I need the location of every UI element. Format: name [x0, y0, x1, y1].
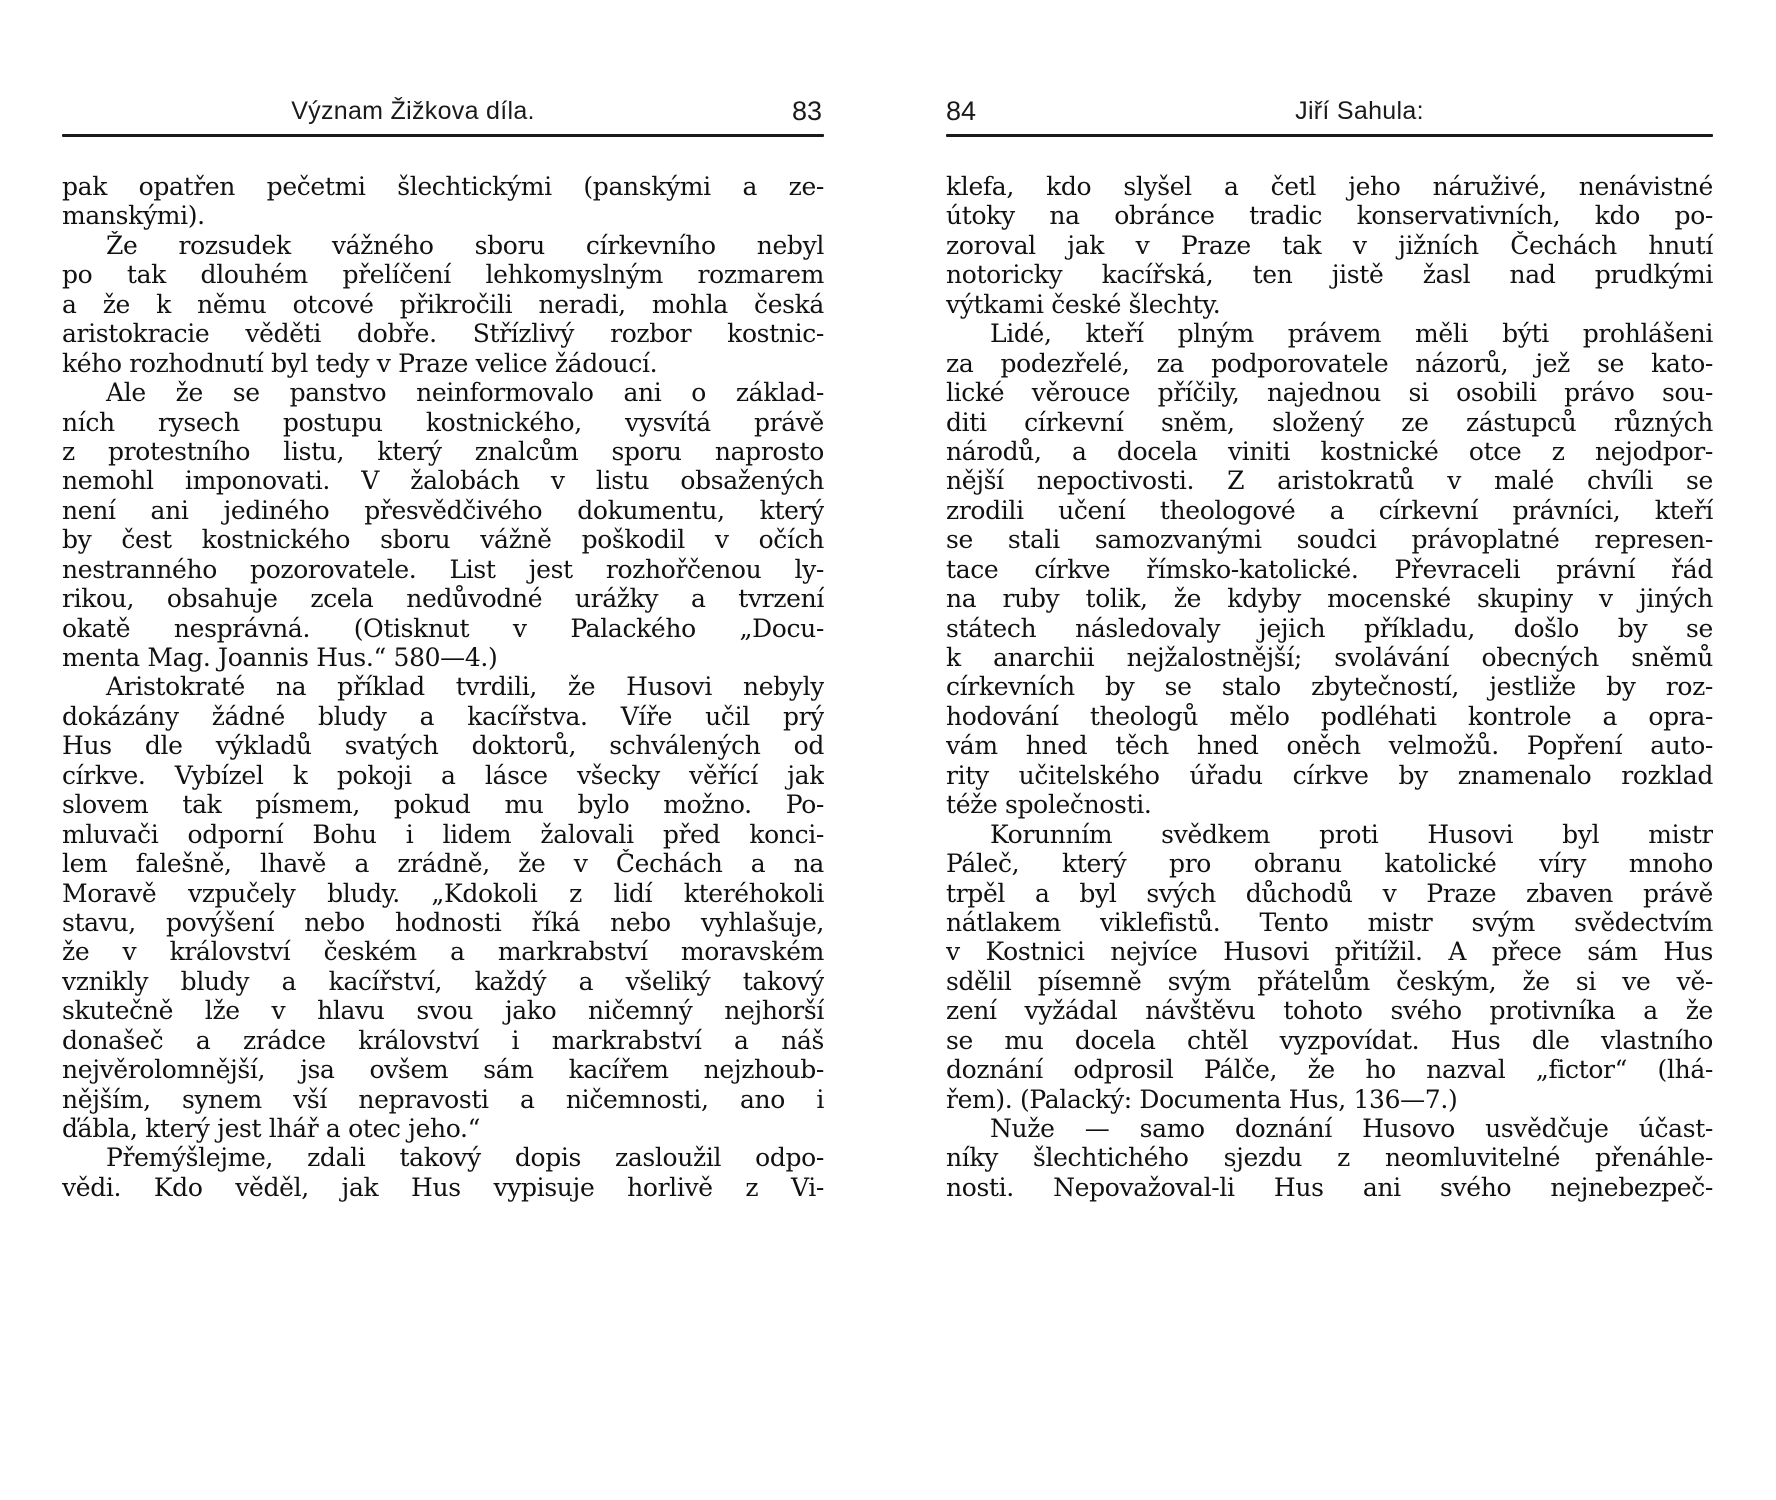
text-line: tace církve římsko-katolické. Převraceli právní řád: [946, 554, 1713, 584]
text-line: národů, a docela viniti kostnické otce z nejodpor-: [946, 436, 1713, 466]
text-line: klefa, kdo slyšel a četl jeho náruživé, nenávistné: [946, 172, 1713, 201]
running-head-title: Význam Žižkova díla.: [291, 97, 535, 125]
text-line: lické věrouce příčily, najednou si osobili právo sou-: [946, 378, 1713, 408]
paragraph-start-line: Ale že se panstvo neinformovalo ani o základ-: [106, 378, 824, 408]
text-line: nější nepoctivosti. Z aristokratů v malé chvíli se: [946, 466, 1713, 496]
text-line: není ani jediného přesvědčivého dokumentu, který: [62, 495, 824, 525]
text-line: vědi. Kdo věděl, jak Hus vypisuje horlivě z Vi-: [62, 1172, 824, 1202]
text-line: mluvači odporní Bohu i lidem žalovali před konci-: [62, 819, 824, 849]
text-line: zoroval jak v Praze tak v jižních Čechách hnutí: [946, 230, 1713, 260]
text-line: k anarchii nejžalostnější; svolávání obecných sněmů: [946, 643, 1713, 672]
paragraph-start-line: Korunním svědkem proti Husovi byl mistr: [990, 819, 1713, 849]
text-line: pak opatřen pečetmi šlechtickými (panskými a ze-: [62, 172, 824, 201]
text-line: zrodili učení theologové a církevní právníci, kteří: [946, 495, 1713, 525]
text-line: státech následovaly jejich příkladu, došlo by se: [946, 613, 1713, 643]
text-line: notoricky kacířská, ten jistě žasl nad prudkými: [946, 260, 1713, 290]
running-head: [946, 94, 1713, 128]
text-line: rikou, obsahuje zcela nedůvodné urážky a tvrzení: [62, 584, 824, 614]
text-line: trpěl a byl svých důchodů v Praze zbaven právě: [946, 878, 1713, 908]
text-line: skutečně lže v hlavu svou jako ničemný nejhorší: [62, 996, 824, 1026]
text-line: nějším, synem vší nepravosti a ničemnosti, ano i: [62, 1084, 824, 1114]
text-line: hodování theologů mělo podléhati kontrole a opra-: [946, 701, 1713, 731]
text-line: vám hned těch hned oněch velmožů. Popření auto-: [946, 731, 1713, 761]
text-line: téže společnosti.: [946, 790, 1152, 820]
text-line: výtkami české šlechty.: [946, 289, 1221, 319]
text-line: aristokracie věděti dobře. Střízlivý rozbor kostnic-: [62, 319, 824, 349]
text-line: kého rozhodnutí byl tedy v Praze velice žádoucí.: [62, 348, 658, 378]
text-line: lem falešně, lhavě a zrádně, že v Čechách a na: [62, 849, 824, 879]
text-line: diti církevní sněm, složený ze zástupců různých: [946, 407, 1713, 437]
body-text: [946, 172, 1713, 1202]
text-line: nejvěrolomnější, jsa ovšem sám kacířem nejzhoub-: [62, 1055, 824, 1085]
paragraph-start-line: Že rozsudek vážného sboru církevního nebyl: [106, 230, 824, 260]
text-line: menta Mag. Joannis Hus.“ 580—4.): [62, 643, 498, 672]
text-line: řem). (Palacký: Documenta Hus, 136—7.): [946, 1084, 1458, 1114]
text-line: Hus dle výkladů svatých doktorů, schválených od: [62, 731, 824, 761]
left-page: [62, 0, 824, 1500]
text-line: zení vyžádal návštěvu tohoto svého protivníka a že: [946, 996, 1713, 1026]
body-text: [62, 172, 824, 1202]
text-line: že v království českém a markrabství moravském: [62, 937, 824, 967]
text-line: z protestního listu, který znalcům sporu naprosto: [62, 436, 824, 466]
text-line: donašeč a zrádce království i markrabství a náš: [62, 1025, 824, 1055]
text-line: nemohl imponovati. V žalobách v listu obsažených: [62, 466, 824, 496]
page-number: 83: [791, 96, 822, 126]
header-rule: [946, 134, 1713, 137]
text-line: stavu, povýšení nebo hodnosti říká nebo vyhlašuje,: [62, 907, 824, 937]
text-line: Moravě vzpučely bludy. „Kdokoli z lidí kteréhokoli: [62, 878, 824, 908]
text-line: dokázány žádné bludy a kacířstva. Víře učil prý: [62, 701, 824, 731]
text-line: církevních by se stalo zbytečností, jestliže by roz-: [946, 672, 1713, 702]
text-line: manskými).: [62, 201, 205, 231]
text-line: slovem tak písmem, pokud mu bylo možno. Po-: [62, 790, 824, 820]
paragraph-start-line: Lidé, kteří plným právem měli býti prohlášeni: [990, 319, 1713, 349]
running-head: [62, 94, 824, 128]
text-line: vznikly bludy a kacířství, každý a všeliký takový: [62, 966, 824, 996]
paragraph-start-line: Nuže — samo doznání Husovo usvědčuje účast-: [990, 1114, 1713, 1143]
text-line: nestranného pozorovatele. List jest rozhořčenou ly-: [62, 554, 824, 584]
right-page: [946, 0, 1713, 1500]
text-line: po tak dlouhém přelíčení lehkomyslným rozmarem: [62, 260, 824, 290]
text-line: níky šlechtichého sjezdu z neomluvitelné přenáhle-: [946, 1143, 1713, 1173]
running-head-title: Jiří Sahula:: [1295, 97, 1424, 125]
text-line: ních rysech postupu kostnického, vysvítá právě: [62, 407, 824, 437]
text-line: v Kostnici nejvíce Husovi přitížil. A přece sám Hus: [946, 937, 1713, 967]
text-line: doznání odprosil Pálče, že ho nazval „fictor“ (lhá-: [946, 1055, 1713, 1085]
page-number: 84: [946, 96, 977, 126]
text-line: nátlakem viklefistů. Tento mistr svým svědectvím: [946, 907, 1713, 937]
text-line: ďábla, který jest lhář a otec jeho.“: [62, 1114, 481, 1143]
text-line: nosti. Nepovažoval-li Hus ani svého nejnebezpeč-: [946, 1172, 1713, 1202]
text-line: a že k němu otcové přikročili neradi, mohla česká: [62, 289, 824, 319]
text-line: rity učitelského úřadu církve by znamenalo rozklad: [946, 760, 1713, 790]
text-line: útoky na obránce tradic konservativních, kdo po-: [946, 201, 1713, 231]
text-line: by čest kostnického sboru vážně poškodil v očích: [62, 525, 824, 555]
text-line: okatě nesprávná. (Otisknut v Palackého „Docu-: [62, 613, 824, 643]
text-line: za podezřelé, za podporovatele názorů, jež se kato-: [946, 348, 1713, 378]
text-line: církve. Vybízel k pokoji a lásce všecky věřící jak: [62, 760, 824, 790]
text-line: na ruby tolik, že kdyby mocenské skupiny v jiných: [946, 584, 1713, 614]
header-rule: [62, 134, 824, 137]
paragraph-start-line: Přemýšlejme, zdali takový dopis zasloužil odpo-: [106, 1143, 824, 1173]
text-line: se stali samozvanými soudci právoplatné represen-: [946, 525, 1713, 555]
paragraph-start-line: Aristokraté na příklad tvrdili, že Husovi nebyly: [106, 672, 824, 702]
text-line: sdělil písemně svým přátelům českým, že si ve vě-: [946, 966, 1713, 996]
text-line: Páleč, který pro obranu katolické víry mnoho: [946, 849, 1713, 879]
text-line: se mu docela chtěl vyzpovídat. Hus dle vlastního: [946, 1025, 1713, 1055]
